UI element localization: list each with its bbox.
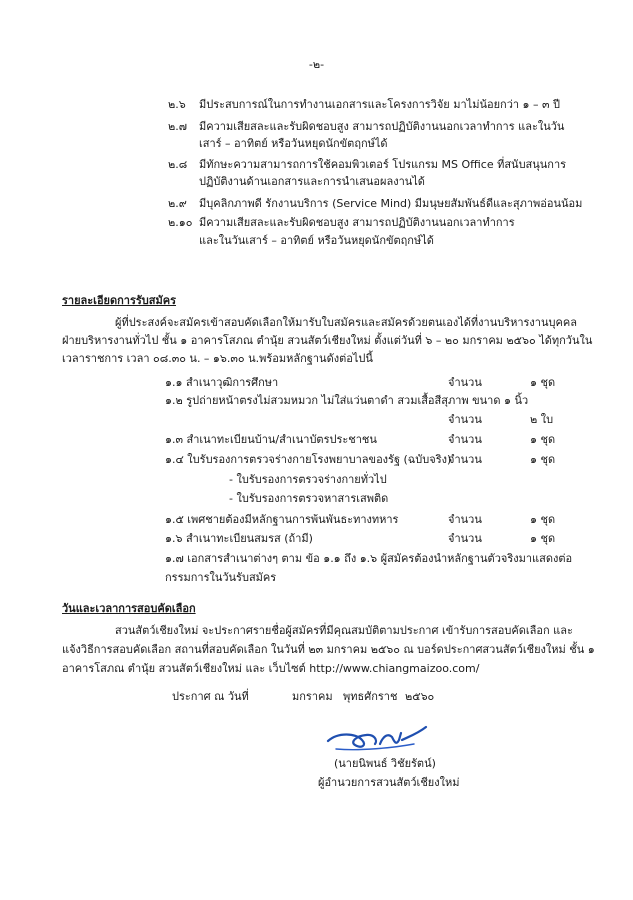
exam-heading: วันและเวลาการสอบคัดเลือก bbox=[62, 602, 196, 615]
announce-year: ๒๕๖๐ bbox=[405, 690, 435, 703]
application-intro-1: ผู้ที่ประสงค์จะสมัครเข้าสอบคัดเลือกให้มารับใบสมัครและสมัครด้วยตนเองได้ที่งานบริหารงานบุคคล bbox=[115, 316, 577, 329]
doc-item-1-5-qty-label: จำนวน bbox=[448, 513, 482, 526]
doc-item-1-4-qty-label: จำนวน bbox=[448, 453, 482, 466]
doc-item-1-7-line-2: กรรมการในวันรับสมัคร bbox=[165, 571, 277, 584]
application-intro-3: เวลาราชการ เวลา ๐๘.๓๐ น. – ๑๖.๓๐ น.พร้อมหลักฐานดังต่อไปนี้ bbox=[62, 352, 373, 365]
doc-item-1-6-qty: ๑ ชุด bbox=[530, 532, 556, 545]
qual-2-7-num: ๒.๗ bbox=[168, 120, 188, 133]
qual-2-9-num: ๒.๙ bbox=[168, 197, 187, 210]
doc-item-1-3-qty-label: จำนวน bbox=[448, 433, 482, 446]
announce-era: พุทธศักราช bbox=[343, 690, 398, 703]
doc-item-1-1-qty-label: จำนวน bbox=[448, 376, 482, 389]
doc-item-1-4-qty: ๑ ชุด bbox=[530, 453, 556, 466]
qual-2-6-num: ๒.๖ bbox=[168, 98, 186, 111]
qual-2-8-line-1: มีทักษะความสามารถการใช้คอมพิวเตอร์ โปรแกรม MS Office ที่สนับสนุนการ bbox=[199, 158, 567, 171]
qual-2-10-line-2: และในวันเสาร์ – อาทิตย์ หรือวันหยุดนักขัตฤกษ์ได้ bbox=[199, 234, 434, 247]
qual-2-7-line-2: เสาร์ – อาทิตย์ หรือวันหยุดนักขัตฤกษ์ได้ bbox=[199, 137, 388, 150]
signature-image bbox=[322, 715, 432, 755]
application-intro-2: ฝ่ายบริหารงานทั่วไป ชั้น ๑ อาคารโสภณ ตำนุ้ย สวนสัตว์เชียงใหม่ ตั้งแต่วันที่ ๖ – ๒๐ มกราคม ๒๕๖๐ ได้ทุกวันใน bbox=[62, 334, 593, 347]
qual-2-8-line-2: ปฏิบัติงานด้านเอกสารและการนำเสนอผลงานได้ bbox=[199, 175, 425, 188]
qual-2-8-num: ๒.๘ bbox=[168, 158, 188, 171]
doc-item-1-5: ๑.๕ เพศชายต้องมีหลักฐานการพ้นพันธะทางทหาร bbox=[165, 513, 399, 526]
announce-prefix: ประกาศ ณ วันที่ bbox=[172, 690, 249, 703]
qual-2-10-line-1: มีความเสียสละและรับผิดชอบสูง สามารถปฏิบัติงานนอกเวลาทำการ bbox=[199, 216, 515, 229]
doc-item-1-2-qty: ๒ ใบ bbox=[530, 413, 554, 426]
doc-item-1-3: ๑.๓ สำเนาทะเบียนบ้าน/สำเนาบัตรประชาชน bbox=[165, 433, 377, 446]
qual-2-9-line-1: มีบุคลิกภาพดี รักงานบริการ (Service Mind) มีมนุษยสัมพันธ์ดีและสุภาพอ่อนน้อม bbox=[199, 197, 583, 210]
doc-item-1-2: ๑.๒ รูปถ่ายหน้าตรงไม่สวมหมวก ไม่ใส่แว่นตาดำ สวมเสื้อสีสุภาพ ขนาด ๑ นิ้ว bbox=[165, 394, 529, 407]
exam-body-1: สวนสัตว์เชียงใหม่ จะประกาศรายชื่อผู้สมัครที่มีคุณสมบัติตามประกาศ เข้ารับการสอบคัดเลือก และ bbox=[115, 624, 573, 637]
doc-sub-item-drug: - ใบรับรองการตรวจหาสารเสพติด bbox=[229, 492, 389, 505]
doc-item-1-7-line-1: ๑.๗ เอกสารสำเนาต่างๆ ตาม ข้อ ๑.๑ ถึง ๑.๖ ผู้สมัครต้องนำหลักฐานตัวจริงมาแสดงต่อ bbox=[165, 552, 573, 565]
qual-2-10-num: ๒.๑๐ bbox=[168, 216, 193, 229]
doc-sub-item-general: - ใบรับรองการตรวจร่างกายทั่วไป bbox=[229, 473, 387, 486]
qual-2-7-line-1: มีความเสียสละและรับผิดชอบสูง สามารถปฏิบัติงานนอกเวลาทำการ และในวัน bbox=[199, 120, 565, 133]
doc-item-1-2-qty-label: จำนวน bbox=[448, 413, 482, 426]
doc-item-1-4: ๑.๔ ใบรับรองการตรวจร่างกายโรงพยาบาลของรัฐ (ฉบับจริง) bbox=[165, 453, 452, 466]
application-heading: รายละเอียดการรับสมัคร bbox=[62, 294, 177, 307]
doc-item-1-6-qty-label: จำนวน bbox=[448, 532, 482, 545]
doc-item-1-5-qty: ๑ ชุด bbox=[530, 513, 556, 526]
page-number: -๒- bbox=[308, 58, 325, 71]
exam-body-3: อาคารโสภณ ตำนุ้ย สวนสัตว์เชียงใหม่ และ เว็บไซต์ http://www.chiangmaizoo.com/ bbox=[62, 662, 480, 675]
signatory-title: ผู้อำนวยการสวนสัตว์เชียงใหม่ bbox=[318, 776, 460, 789]
doc-item-1-1: ๑.๑ สำเนาวุฒิการศึกษา bbox=[165, 376, 279, 389]
doc-item-1-3-qty: ๑ ชุด bbox=[530, 433, 556, 446]
signatory-name: (นายนิพนธ์ วิชัยรัตน์) bbox=[334, 757, 436, 770]
exam-body-2: แจ้งวิธีการสอบคัดเลือก สถานที่สอบคัดเลือก ในวันที่ ๒๓ มกราคม ๒๕๖๐ ณ บอร์ดประกาศสวนสัตว์เชียงใหม่ ชั้น ๑ bbox=[62, 643, 595, 656]
doc-item-1-6: ๑.๖ สำเนาทะเบียนสมรส (ถ้ามี) bbox=[165, 532, 313, 545]
doc-item-1-1-qty: ๑ ชุด bbox=[530, 376, 556, 389]
announce-month: มกราคม bbox=[292, 690, 333, 703]
qual-2-6-line-1: มีประสบการณ์ในการทำงานเอกสารและโครงการวิจัย มาไม่น้อยกว่า ๑ – ๓ ปี bbox=[199, 98, 561, 111]
